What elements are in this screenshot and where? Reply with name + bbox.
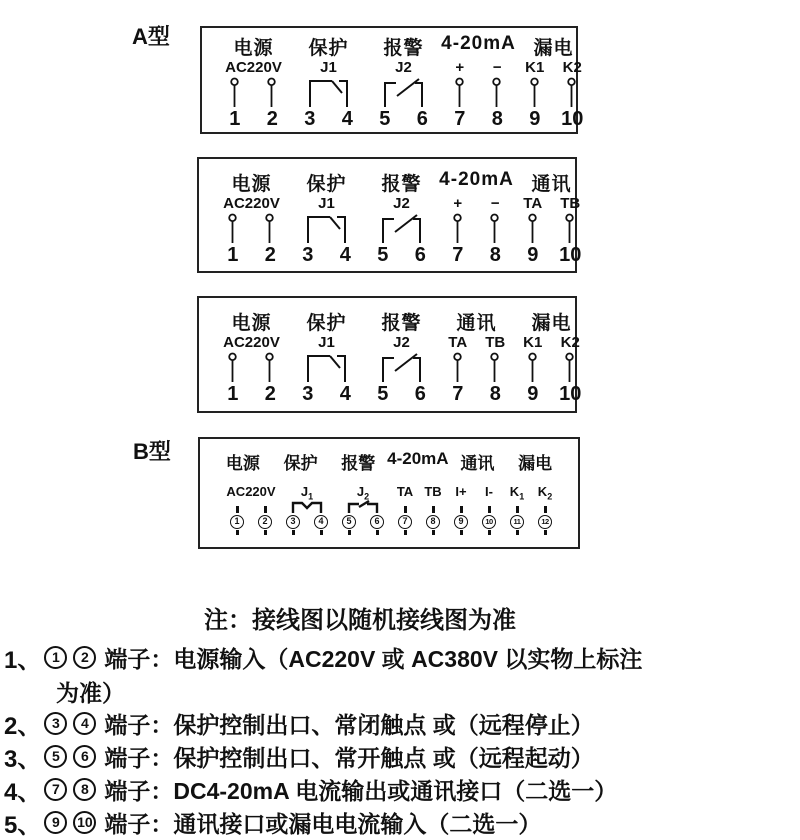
group-symbol: [503, 500, 531, 513]
terminal-circle-icon: [514, 213, 551, 243]
terminal-tick-icon: [404, 506, 407, 513]
terminal-tick-icon: [376, 530, 379, 535]
circled-terminal-number: 10: [482, 515, 496, 529]
terminal-number: 10: [559, 383, 582, 405]
note-text-continued: 为准）: [56, 680, 125, 706]
type-a-label: A型: [132, 24, 170, 49]
terminal-number: 6: [416, 108, 428, 130]
nc-contact-icon: [279, 500, 335, 513]
terminal-circle-icon: [216, 77, 253, 107]
group-header: 保护: [306, 174, 347, 195]
group-label-row: [514, 195, 589, 213]
terminal-circle-icon: [253, 77, 290, 107]
terminal-number-row: [439, 243, 514, 267]
group-label: J1: [320, 59, 337, 76]
group-label: J2: [393, 195, 410, 212]
group-label: J2: [395, 59, 412, 76]
terminal-group: [223, 483, 279, 536]
terminal-number-row: [441, 107, 516, 131]
terminal-box-a2: [197, 157, 582, 273]
tick-below-row: [223, 530, 279, 536]
note-circled-terminal: 2: [73, 646, 96, 669]
group-label-row: [364, 334, 439, 352]
circled-terminal-number: 6: [370, 515, 384, 529]
terminal-group: [364, 308, 439, 406]
terminal-group: [289, 308, 364, 406]
terminal-number: 10: [561, 108, 584, 130]
no-contact-icon: [364, 352, 439, 382]
terminal-number: 6: [414, 383, 426, 405]
nc-contact-icon: [289, 213, 364, 243]
group-header: 保护: [283, 454, 318, 473]
group-label-row: [216, 59, 291, 77]
terminal-group: [516, 33, 591, 131]
circled-number-row: [335, 513, 391, 530]
group-symbol: [514, 213, 589, 243]
note-number: 5、: [4, 811, 42, 839]
terminal-tick-icon: [264, 530, 267, 535]
circled-number-row: [503, 513, 531, 530]
terminal-number: 5: [377, 244, 389, 266]
note-circled-terminal: 7: [44, 778, 67, 801]
no-contact-icon: [366, 77, 441, 107]
terminal-group: [419, 483, 447, 536]
terminal-label: K2: [560, 334, 580, 351]
terminal-group: [441, 33, 516, 131]
terminal-tick-icon: [488, 530, 491, 535]
terminal-tick-icon: [432, 506, 435, 513]
group-header: 4-20mA: [387, 449, 449, 468]
terminal-tick-icon: [488, 506, 491, 513]
group-label-row: [289, 334, 364, 352]
tick-below-row: [391, 530, 419, 536]
note-item: [4, 642, 796, 672]
note-circled-terminal: 6: [73, 745, 96, 768]
group-header: 漏电: [531, 313, 572, 334]
group-label: J1: [318, 195, 335, 212]
terminal-number: 3: [302, 383, 314, 405]
terminal-label: TA: [523, 195, 543, 212]
group-header: 报警: [341, 454, 376, 473]
note-item: [4, 708, 796, 738]
terminal-tick-icon: [404, 530, 407, 535]
terminal-circle-icon: [553, 77, 590, 107]
group-header: 报警: [381, 174, 422, 195]
terminal-box-a1: [200, 26, 584, 134]
note-circled-terminal: 3: [44, 712, 67, 735]
group-symbol: [439, 352, 514, 382]
group-symbol: [216, 77, 291, 107]
note-circled-terminal: 8: [73, 778, 96, 801]
terminal-label: TB: [560, 195, 581, 212]
group-header: 4-20mA: [439, 169, 514, 190]
group-label: TB: [424, 484, 442, 499]
terminal-circle-icon: [476, 352, 513, 382]
group-header: 电源: [225, 454, 260, 473]
circled-number-row: [419, 513, 447, 530]
terminal-circle-icon: [551, 352, 588, 382]
circled-number-row: [223, 513, 279, 530]
group-label: J1: [318, 334, 335, 351]
type-b-label: B型: [133, 439, 171, 464]
group-label: AC220V: [223, 195, 280, 212]
terminal-number-row: [216, 107, 291, 131]
terminal-number: 1: [229, 108, 241, 130]
terminal-number: 10: [559, 244, 582, 266]
terminal-number: 5: [377, 383, 389, 405]
group-header: 电源: [231, 174, 272, 195]
terminal-number: 4: [339, 383, 351, 405]
terminal-number: 8: [489, 244, 501, 266]
group-symbol: [289, 213, 364, 243]
terminal-number-row: [291, 107, 366, 131]
group-header: 通讯: [456, 313, 497, 334]
note-text: 端子：保护控制出口、常闭触点 或（远程停止）: [104, 711, 594, 738]
group-symbol: [516, 77, 591, 107]
group-header: 4-20mA: [441, 33, 516, 54]
terminal-number-row: [214, 243, 289, 267]
note-number: 4、: [4, 778, 42, 806]
terminal-label: K1: [523, 334, 543, 351]
group-header: 报警: [383, 38, 424, 59]
terminal-group: [514, 308, 589, 406]
group-label: $J_1$: [300, 484, 314, 502]
group-symbol: [289, 352, 364, 382]
terminal-group: [439, 308, 514, 406]
terminal-circle-icon: [551, 213, 588, 243]
group-header: 保护: [308, 38, 349, 59]
tick-below-row: [531, 530, 559, 536]
terminal-label: +: [455, 59, 465, 76]
terminal-circle-icon: [251, 213, 288, 243]
terminal-circle-icon: [214, 352, 251, 382]
terminal-number: 1: [227, 244, 239, 266]
group-label-row: [364, 195, 439, 213]
nc-contact-icon: [291, 77, 366, 107]
group-header: 电源: [233, 38, 274, 59]
terminal-tick-icon: [264, 506, 267, 513]
group-label: I-: [485, 484, 493, 499]
terminal-number-row: [289, 382, 364, 406]
group-label-row: [439, 334, 514, 352]
b-header-row: [214, 449, 564, 474]
terminal-group: [514, 169, 589, 267]
no-contact-icon: [364, 213, 439, 243]
circled-terminal-number: 1: [230, 515, 244, 529]
group-label: I+: [455, 484, 467, 499]
circled-terminal-number: 9: [454, 515, 468, 529]
group-label-row: [441, 59, 516, 77]
terminal-tick-icon: [544, 530, 547, 535]
group-symbol: [335, 500, 391, 513]
group-label-row: [366, 59, 441, 77]
group-symbol: [441, 77, 516, 107]
group-header: 保护: [306, 313, 347, 334]
terminal-tick-icon: [516, 506, 519, 513]
group-symbol: [447, 500, 475, 513]
circled-terminal-number: 12: [538, 515, 552, 529]
group-header: 通讯: [531, 174, 572, 195]
group-label-row: [214, 334, 289, 352]
terminal-box-b: [198, 437, 580, 549]
circled-number-row: [279, 513, 335, 530]
terminal-number: 8: [489, 383, 501, 405]
terminal-label: K1: [525, 59, 545, 76]
group-symbol: [419, 500, 447, 513]
note-text: 端子：通讯接口或漏电电流输入（二选一）: [104, 810, 542, 837]
terminal-circle-icon: [441, 77, 478, 107]
group-symbol: [531, 500, 559, 513]
terminal-number: 6: [414, 244, 426, 266]
terminal-group: [475, 483, 503, 536]
terminal-group: [279, 483, 335, 536]
terminal-number-row: [439, 382, 514, 406]
terminal-group: [503, 483, 531, 536]
terminal-number-row: [364, 243, 439, 267]
terminal-tick-icon: [460, 530, 463, 535]
terminal-circle-icon: [516, 77, 553, 107]
no-contact-icon: [335, 500, 391, 513]
circled-terminal-number: 4: [314, 515, 328, 529]
group-label-row: [516, 59, 591, 77]
group-header: 电源: [231, 313, 272, 334]
terminal-group: [214, 308, 289, 406]
tick-below-row: [419, 530, 447, 536]
note-item: [4, 774, 796, 804]
terminal-number: 7: [452, 244, 464, 266]
circled-terminal-number: 3: [286, 515, 300, 529]
group-label: AC220V: [226, 484, 276, 499]
terminal-group: [214, 169, 289, 267]
terminal-group: [439, 169, 514, 267]
terminal-group: [335, 483, 391, 536]
group-symbol: [514, 352, 589, 382]
note-item: [4, 807, 796, 837]
terminal-group: [447, 483, 475, 536]
terminal-label: TB: [485, 334, 506, 351]
terminal-circle-icon: [439, 352, 476, 382]
group-header: 漏电: [518, 454, 553, 473]
note-circled-terminal: 5: [44, 745, 67, 768]
terminal-circle-icon: [251, 352, 288, 382]
terminal-number: 1: [227, 383, 239, 405]
group-label: $K_1$: [509, 484, 525, 502]
tick-below-row: [279, 530, 335, 536]
circled-number-row: [531, 513, 559, 530]
note-circled-terminal: 10: [73, 811, 96, 834]
terminal-circle-icon: [478, 77, 515, 107]
group-label: TA: [396, 484, 414, 499]
terminal-number: 3: [304, 108, 316, 130]
note-text: 端子：保护控制出口、常开触点 或（远程起动）: [104, 744, 594, 771]
terminal-circle-icon: [439, 213, 476, 243]
terminal-number: 4: [339, 244, 351, 266]
note-number: 3、: [4, 745, 42, 773]
circled-terminal-number: 8: [426, 515, 440, 529]
circled-terminal-number: 7: [398, 515, 412, 529]
terminal-group: [364, 169, 439, 267]
terminal-circle-icon: [476, 213, 513, 243]
terminal-number: 8: [491, 108, 503, 130]
note-item: [4, 741, 796, 771]
terminal-label: TA: [448, 334, 468, 351]
terminal-tick-icon: [236, 506, 239, 513]
terminal-number-row: [514, 243, 589, 267]
note-circled-terminal: 9: [44, 811, 67, 834]
tick-below-row: [447, 530, 475, 536]
group-label: J2: [393, 334, 410, 351]
circled-terminal-number: 2: [258, 515, 272, 529]
terminal-tick-icon: [348, 530, 351, 535]
group-label-row: [514, 334, 589, 352]
group-symbol: [214, 213, 289, 243]
terminal-number: 2: [264, 383, 276, 405]
circled-terminal-number: 5: [342, 515, 356, 529]
note-title: 注：接线图以随机接线图为准: [204, 607, 516, 634]
group-label: AC220V: [225, 59, 282, 76]
terminal-group: [289, 169, 364, 267]
terminal-group: [291, 33, 366, 131]
terminal-group: [531, 483, 559, 536]
terminal-circle-icon: [214, 213, 251, 243]
terminal-number-row: [214, 382, 289, 406]
group-header: 漏电: [533, 38, 574, 59]
note-number: 2、: [4, 712, 42, 740]
terminal-group: [366, 33, 441, 131]
group-label-row: [439, 195, 514, 213]
group-label: $K_2$: [537, 484, 553, 502]
tick-below-row: [475, 530, 503, 536]
nc-contact-icon: [289, 352, 364, 382]
terminal-number: 2: [266, 108, 278, 130]
terminal-number: 2: [264, 244, 276, 266]
terminal-number-row: [516, 107, 591, 131]
terminal-box-a3: [197, 296, 582, 413]
group-label-row: [289, 195, 364, 213]
group-header: 通讯: [460, 454, 495, 473]
terminal-circle-icon: [514, 352, 551, 382]
terminal-label: −: [492, 59, 502, 76]
group-symbol: [366, 77, 441, 107]
terminal-number-row: [514, 382, 589, 406]
terminal-group: [391, 483, 419, 536]
terminal-tick-icon: [432, 530, 435, 535]
group-header: 报警: [381, 313, 422, 334]
terminal-label: K2: [562, 59, 582, 76]
b-terminal-strip: [223, 483, 578, 536]
group-symbol: [279, 500, 335, 513]
group-symbol: [364, 213, 439, 243]
group-symbol: [475, 500, 503, 513]
terminal-number: 5: [379, 108, 391, 130]
group-label: AC220V: [223, 334, 280, 351]
terminal-number-row: [364, 382, 439, 406]
note-text: 端子：DC4-20mA 电流输出或通讯接口（二选一）: [104, 777, 618, 804]
note-number: 1、: [4, 646, 42, 674]
terminal-number: 3: [302, 244, 314, 266]
terminal-tick-icon: [516, 530, 519, 535]
terminal-tick-icon: [236, 530, 239, 535]
group-symbol: [439, 213, 514, 243]
terminal-tick-icon: [292, 530, 295, 535]
group-label: $J_2$: [356, 484, 370, 502]
terminal-number-row: [366, 107, 441, 131]
group-symbol: [364, 352, 439, 382]
group-symbol: [223, 500, 279, 513]
tick-below-row: [503, 530, 531, 536]
note-circled-terminal: 1: [44, 646, 67, 669]
terminal-number-row: [289, 243, 364, 267]
terminal-number: 9: [529, 108, 541, 130]
terminal-number: 7: [454, 108, 466, 130]
terminal-tick-icon: [544, 506, 547, 513]
note-text: 端子：电源输入（AC220V 或 AC380V 以实物上标注: [104, 645, 643, 672]
circled-number-row: [475, 513, 503, 530]
terminal-group: [216, 33, 291, 131]
terminal-tick-icon: [320, 530, 323, 535]
group-label-row: [214, 195, 289, 213]
circled-number-row: [447, 513, 475, 530]
circled-terminal-number: 11: [510, 515, 524, 529]
terminal-number: 9: [527, 383, 539, 405]
tick-below-row: [335, 530, 391, 536]
circled-number-row: [391, 513, 419, 530]
terminal-tick-icon: [460, 506, 463, 513]
group-symbol: [291, 77, 366, 107]
terminal-number: 4: [341, 108, 353, 130]
group-label-row: [291, 59, 366, 77]
group-symbol: [391, 500, 419, 513]
notes-list: [4, 642, 796, 840]
terminal-number: 9: [527, 244, 539, 266]
terminal-label: −: [490, 195, 500, 212]
terminal-label: +: [453, 195, 463, 212]
terminal-number: 7: [452, 383, 464, 405]
group-symbol: [214, 352, 289, 382]
note-circled-terminal: 4: [73, 712, 96, 735]
